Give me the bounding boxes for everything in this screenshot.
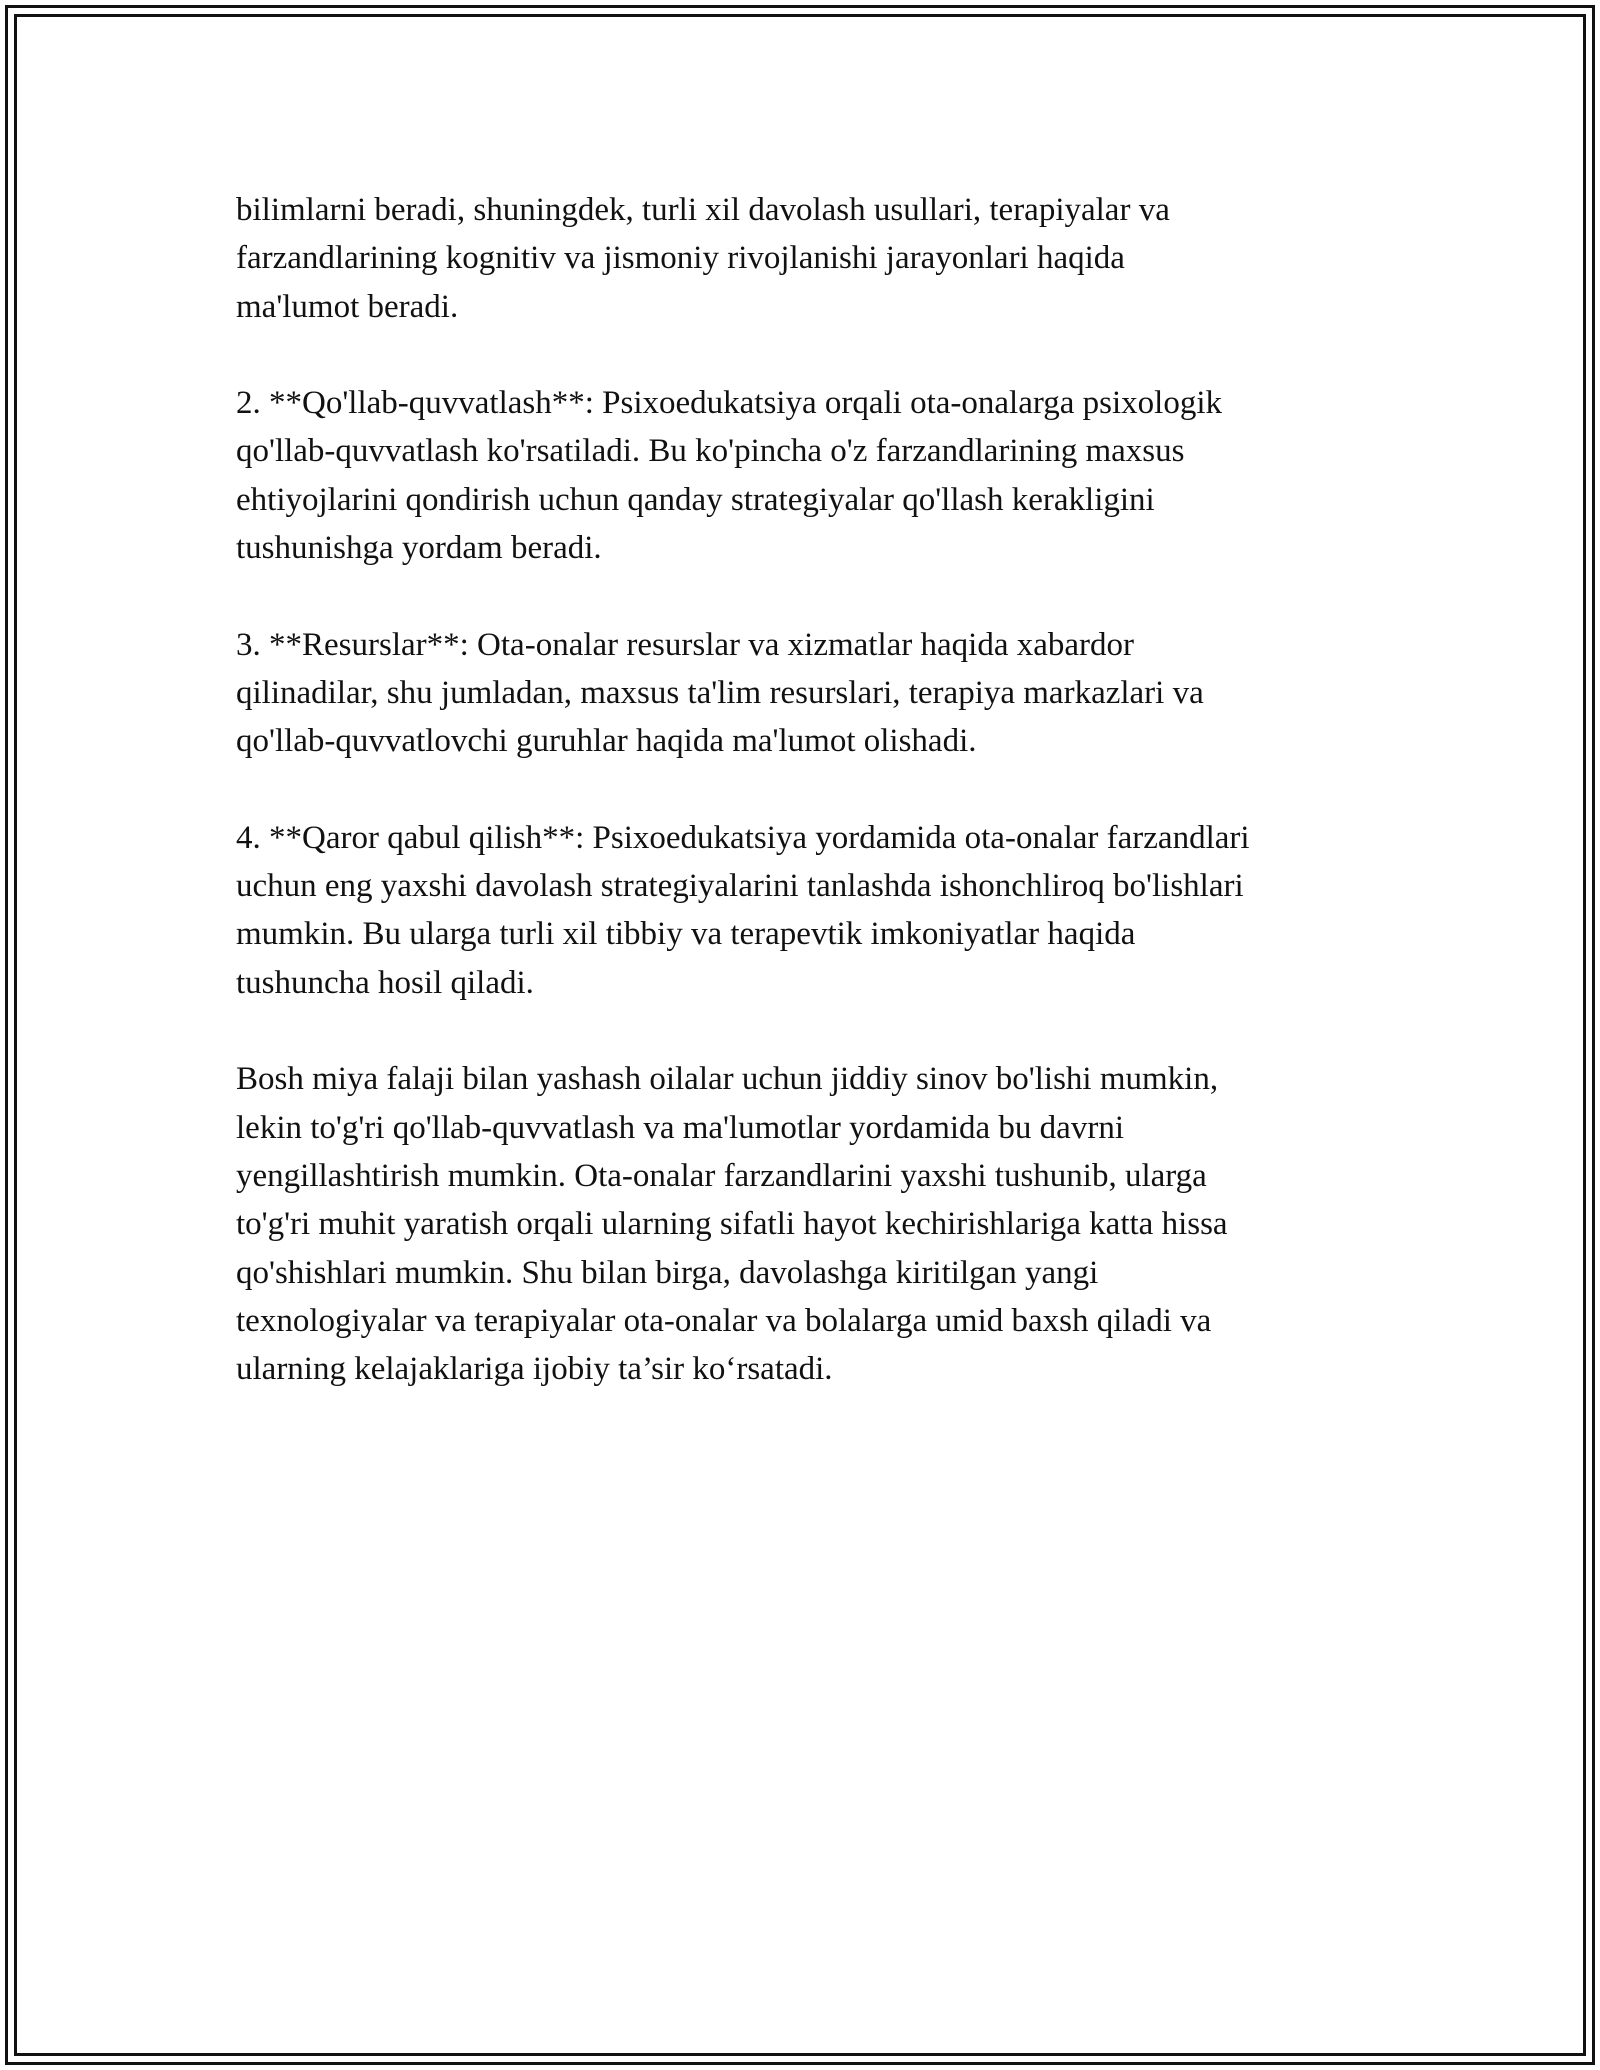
paragraph-resurslar: 3. **Resurslar**: Ota-onalar resurslar va xizmatlar haqida xabardor qilinadilar, shu jumladan, maxsus ta'lim resurslari, terapiya markazlari va qo'llab-quvvatlovchi guruhlar haqida ma'lumot olishadi. <box>236 626 1204 760</box>
paragraph-intro-continuation: bilimlarni beradi, shuningdek, turli xil davolash usullari, terapiyalar va farzandlarining kognitiv va jismoniy rivojlanishi jarayonlari haqida ma'lumot beradi. <box>236 192 1170 325</box>
document-body <box>236 186 1366 1442</box>
paragraph-qollab-quvvatlash: 2. **Qo'llab-quvvatlash**: Psixoedukatsiya orqali ota-onalarga psixologik qo'llab-quvvatlash ko'rsatiladi. Bu ko'pincha o'z farzandlarining maxsus ehtiyojlarini qondirish uchun qanday strategiyalar qo'llash kerakligini tushunishga yordam beradi. <box>236 385 1223 567</box>
paragraph-conclusion: Bosh miya falaji bilan yashash oilalar uchun jiddiy sinov bo'lishi mumkin, lekin to'g'ri qo'llab-quvvatlash va ma'lumotlar yordamida bu davrni yengillashtirish mumkin. Ota-onalar farzandlarini yaxshi tushunib, ularga to'g'ri muhit yaratish orqali ularning sifatli hayot kechirishlariga katta hissa qo'shishlari mumkin. Shu bilan birga, davolashga kiritilgan yangi texnologiyalar va terapiyalar ota-onalar va bolalarga umid baxsh qiladi va ularning kelajaklariga ijobiy ta’sir ko‘rsatadi. <box>236 1061 1228 1388</box>
paragraph-qaror-qabul-qilish: 4. **Qaror qabul qilish**: Psixoedukatsiya yordamida ota-onalar farzandlari uchun eng yaxshi davolash strategiyalarini tanlashda ishonchliroq bo'lishlari mumkin. Bu ularga turli xil tibbiy va terapevtik imkoniyatlar haqida tushuncha hosil qiladi. <box>236 819 1250 1001</box>
